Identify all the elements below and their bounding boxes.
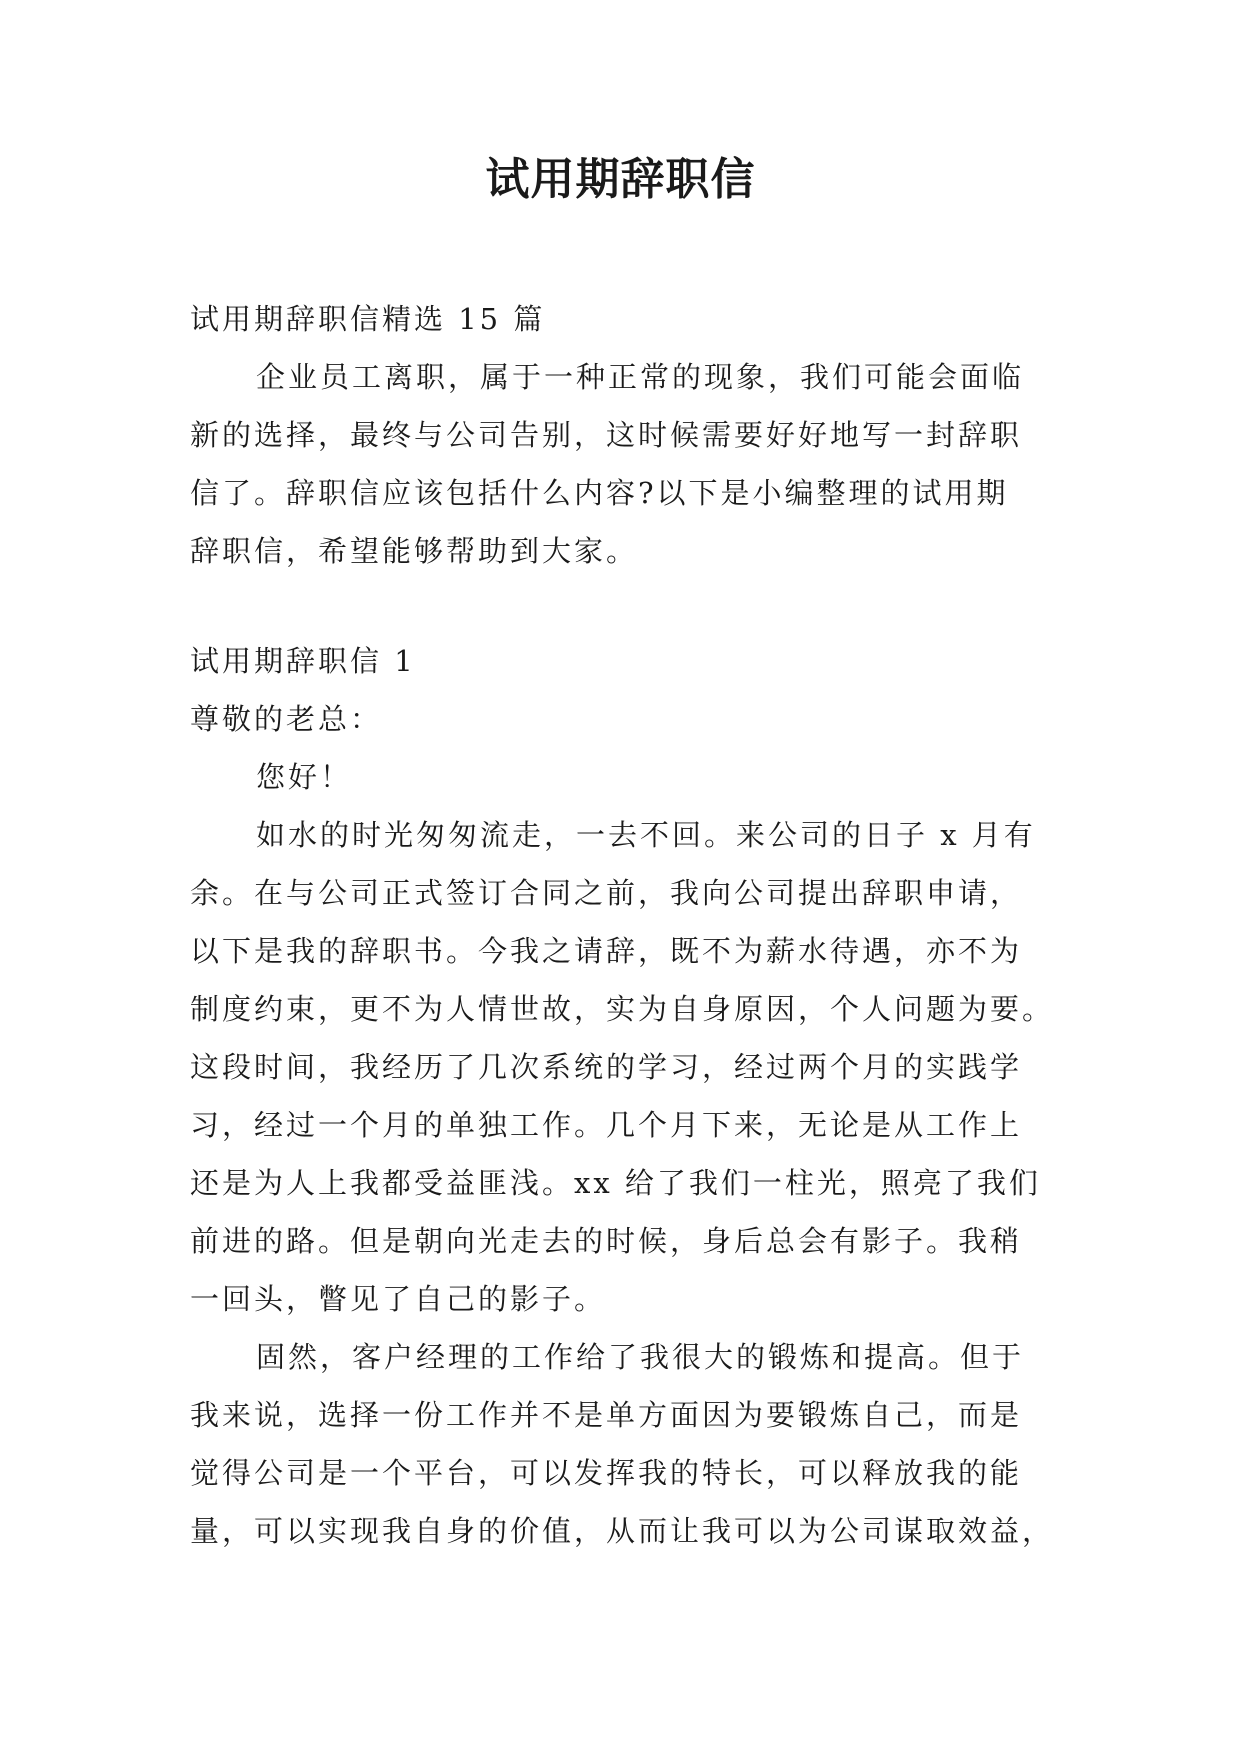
paragraph-line: 我来说，选择一份工作并不是单方面因为要锻炼自己，而是 [190,1398,1023,1432]
paragraph-line: 如水的时光匆匆流走，一去不回。来公司的日子 x 月有 [256,818,1036,852]
paragraph-line: 余。在与公司正式签订合同之前，我向公司提出辞职申请， [190,876,1023,910]
paragraph-line: 制度约束，更不为人情世故，实为自身原因，个人问题为要。 [190,992,1055,1026]
paragraph-line: 一回头，瞥见了自己的影子。 [190,1282,607,1316]
paragraph-line: 以下是我的辞职书。今我之请辞，既不为薪水待遇，亦不为 [190,934,1023,968]
paragraph-line: 还是为人上我都受益匪浅。xx 给了我们一柱光，照亮了我们 [190,1166,1041,1200]
intro-line: 新的选择，最终与公司告别，这时候需要好好地写一封辞职 [190,418,1023,452]
subtitle-line: 试用期辞职信精选 15 篇 [190,302,546,336]
paragraph-line: 习，经过一个月的单独工作。几个月下来，无论是从工作上 [190,1108,1023,1142]
greeting: 您好！ [256,760,353,794]
salutation: 尊敬的老总： [190,702,383,736]
paragraph-line: 觉得公司是一个平台，可以发挥我的特长，可以释放我的能 [190,1456,1023,1490]
paragraph-line: 固然，客户经理的工作给了我很大的锻炼和提高。但于 [256,1340,1025,1374]
intro-line: 企业员工离职，属于一种正常的现象，我们可能会面临 [256,360,1025,394]
intro-line: 辞职信，希望能够帮助到大家。 [190,534,639,568]
intro-line: 信了。辞职信应该包括什么内容?以下是小编整理的试用期 [190,476,1009,510]
document-title: 试用期辞职信 [485,154,756,205]
section-gap [190,580,1070,632]
document-body [190,290,1070,1560]
paragraph-line: 这段时间，我经历了几次系统的学习，经过两个月的实践学 [190,1050,1023,1084]
paragraph-line: 量，可以实现我自身的价值，从而让我可以为公司谋取效益， [190,1514,1055,1548]
section-heading: 试用期辞职信 1 [190,644,416,678]
paragraph-line: 前进的路。但是朝向光走去的时候，身后总会有影子。我稍 [190,1224,1023,1258]
